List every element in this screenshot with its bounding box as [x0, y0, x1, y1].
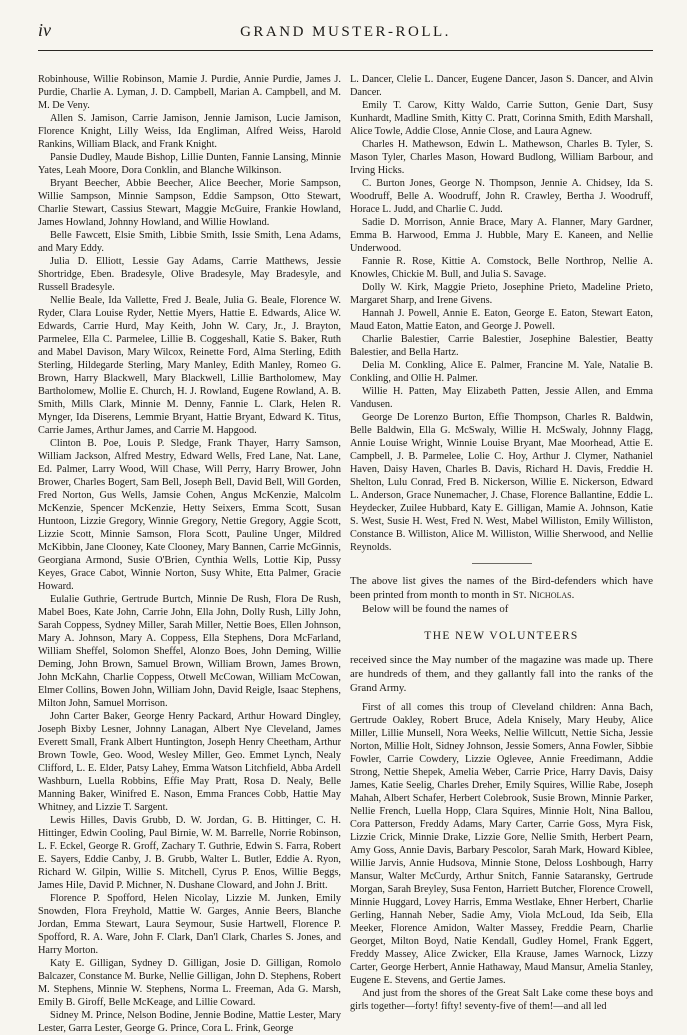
- page-number: iv: [38, 20, 51, 40]
- notice-period: .: [571, 589, 575, 601]
- section-title: THE NEW VOLUNTEERS: [424, 630, 579, 642]
- roll-paragraph: Clinton B. Poe, Louis P. Sledge, Frank Thayer, Harry Samson, William Jackson, Alfred Mestry, Edward Wells, Fred Lane, Nat. Lane, Ed. Palmer, Larry Wood, Will Chase, Will Perry, Harry Brower, John Brower, Charles Bogert, Sam Bell, Joseph Bell, David Bell, Will Gorden, Fred Norton, Gus Wells, Jamsie Cohen, Angus McKenzie, Malcolm McKenzie, Spencer McKenzie, Hetty Seixers, Emma Scott, Susan Huntoon, Lizzie Gregory, Winnie Gregory, Nettie Gregory, Aggie Scott, Lizzie Scott, Minnie Samson, Flora Scott, Pauline Unger, Mildred McKibbin, Jane Clooney, Kate Clooney, Mary Bannen, Carrie McGinnis, Georgiana Armond, Susie O'Brien, Cynthia Wells, Lottie Kip, Pussy Keyes, Grace Cabot, Winnie Norton, Susy White, Etta Palmer, Gracie Howard.: [38, 438, 341, 592]
- roll-paragraph: Charlie Balestier, Carrie Balestier, Josephine Balestier, Beatty Balestier, and Bella Hartz.: [350, 334, 653, 358]
- roll-paragraph: Hannah J. Powell, Annie E. Eaton, George E. Eaton, Stewart Eaton, Maud Eaton, Mattie Eaton, and George J. Powell.: [350, 308, 653, 332]
- roll-paragraph: Lewis Hilles, Davis Grubb, D. W. Jordan, G. B. Hittinger, C. H. Hittinger, Edwin Cooling, Paul Birnie, W. M. Barrelle, Norrie Robinson, L. F. Eckel, George R. Groff, Zachary T. Guthrie, Edwin S. Farra, Robert E. Sayers, Eddie Canby, J. B. Grubb, Walter L. Butler, Eddie A. Ryon, Richard W. Gilpin, Willie S. Mitchell, Cyrus P. Enos, Willie Beggs, James Hile, David P. Michner, N. Dushane Cloward, and John J. Britt.: [38, 815, 341, 891]
- roll-paragraph: Emily T. Carow, Kitty Waldo, Carrie Sutton, Genie Dart, Susy Kunhardt, Madline Smith, Kitty C. Pratt, Corinna Smith, Edith Marshall, Alice Towle, Addie Close, Annie Close, and Laura Agnew.: [350, 100, 653, 137]
- separator-rule: [472, 563, 532, 564]
- two-column-body: [38, 73, 653, 1035]
- roll-paragraph: Katy E. Gilligan, Sydney D. Gilligan, Josie D. Gilligan, Romolo Balcazer, Constance M. Burke, Nellie Gilligan, John D. Stephens, Robert M. Stephens, Minnie W. Stephens, Norma L. Freeman, Ada G. Marsh, Emily B. Giroff, Belle McKeage, and Lillie Coward.: [38, 958, 341, 1008]
- roll-paragraph: Belle Fawcett, Elsie Smith, Libbie Smith, Issie Smith, Lena Adams, and Mary Eddy.: [38, 230, 341, 254]
- roll-paragraph: Sidney M. Prince, Nelson Bodine, Jennie Bodine, Mattie Lester, Mary Lester, Garra Lester, George G. Prince, Cora L. Frink, George: [38, 1010, 341, 1034]
- roll-paragraph: Pansie Dudley, Maude Bishop, Lillie Dunten, Fannie Lansing, Minnie Yates, Leah Moore, Dora Conklin, and Blanche Wilkinson.: [38, 152, 341, 176]
- closing-paragraph: And just from the shores of the Great Salt Lake come these boys and girls together—forty! fifty! seventy-five of them!—and all led: [350, 988, 653, 1012]
- roll-paragraph: Florence P. Spofford, Helen Nicolay, Lizzie M. Junken, Emily Snowden, Flora Freyhold, Mattie W. Garges, Annie Beers, Blanche Jordan, Emma Stewart, Laura Seymour, Susie Hartwell, Florence P. Spofford, R. A. Ware, John F. Clark, Dan'l Clark, Charles S. Jones, and Harry Morton.: [38, 893, 341, 956]
- roll-paragraph: Delia M. Conkling, Alice E. Palmer, Francine M. Yale, Natalie B. Conkling, and Ollie H. Palmer.: [350, 360, 653, 384]
- right-column: [350, 73, 653, 1035]
- roll-paragraph: Sadie D. Morrison, Annie Brace, Mary A. Flanner, Mary Gardner, Emma B. Harwood, Emma J. Hubble, Mary E. Kaneen, and Nellie Underwood.: [350, 217, 653, 254]
- roll-paragraph: Julia D. Elliott, Lessie Gay Adams, Carrie Matthews, Jessie Shortridge, Eben. Bradesyle, Olive Bradesyle, May Bradesyle, and Russell Bradesyle.: [38, 256, 341, 293]
- roll-paragraph: George De Lorenzo Burton, Effie Thompson, Charles R. Baldwin, Belle Baldwin, Ella G. McSwaly, Willie H. McSwaly, Johnny Flagg, Annie Louise Wright, Winnie Louise Bryant, Mae Moorhead, Attie E. Campbell, J. B. Parmelee, Lolie C. Hoy, Arthur J. Clymer, Nathaniel Haven, Daisy Haven, Charles B. Davis, Richard H. Davis, Freddie H. Shelton, Lulu Conrad, Fred B. Nickerson, Willie E. Nickerson, Edward L. Anderson, Grace Nunemacher, J. Chase, Florence Ballantine, Eddie L. Heydecker, Zuilee Hubbard, Katy E. Gilligan, Mamie A. Johnson, Katie S. West, Susie H. West, Fred N. West, Mabel Williston, Emily Williston, Constance B. Williston, Alice M. Williston, Willie Sherwood, and Nellie Reynolds.: [350, 412, 653, 553]
- running-title: GRAND MUSTER-ROLL.: [240, 24, 451, 40]
- roll-paragraph: L. Dancer, Clelie L. Dancer, Eugene Dancer, Jason S. Dancer, and Alvin Dancer.: [350, 74, 653, 98]
- notice-text: The above list gives the names of the Bird-defenders which have been printed from month to month in: [350, 575, 653, 601]
- roll-paragraph: Bryant Beecher, Abbie Beecher, Alice Beecher, Morie Sampson, Willie Sampson, Minnie Sampson, Eddie Sampson, Otto Stewart, Charlie Stewart, Cassius Stewart, Maggie McGuire, Frankie Howland, James Howland, Johnny Howland, and Willie Howland.: [38, 178, 341, 228]
- page-header: [38, 20, 653, 51]
- magazine-name: St. Nicholas: [512, 589, 572, 601]
- roll-paragraph: John Carter Baker, George Henry Packard, Arthur Howard Dingley, Joseph Bixby Lesner, Johnny Lanagan, Albert Nye Cleveland, James Everett Small, Frank Albert Huntington, Joseph Henry Cheetham, Arthur Brown Towle, Geo. Wood, Wesley Miller, Geo. Emmet Lynch, Nealy Clifford, L. E. Elder, Patsy Lahey, Emma Watson Litchfield, Abba Ardell Washburn, Luella Robbins, Effie May Pratt, Rosa D. Nealy, Belle Manning Baker, Winifred E. Nason, Emma Frances Cobb, Hattie May Whitney, and Lizzie T. Sargent.: [38, 711, 341, 813]
- notice-paragraph: [350, 574, 653, 602]
- right-column-list: [350, 73, 653, 554]
- roll-paragraph: C. Burton Jones, George N. Thompson, Jennie A. Chidsey, Ida S. Woodruff, Belle A. Woodruff, John R. Crawley, Bertha J. Woodruff, Horace L. Judd, and Charlie C. Judd.: [350, 178, 653, 215]
- roll-paragraph: Fannie R. Rose, Kittie A. Comstock, Belle Northrop, Nellie A. Knowles, Chickie M. Bull, and Julia S. Savage.: [350, 256, 653, 280]
- roll-paragraph: Charles H. Mathewson, Edwin L. Mathewson, Charles B. Tyler, S. Mason Tyler, Charles Mason, Howard Budlong, William Barbour, and Irving Hicks.: [350, 139, 653, 176]
- notice-below: Below will be found the names of: [362, 603, 509, 615]
- volunteers-paragraph: First of all comes this troup of Cleveland children: Anna Bach, Gertrude Oakley, Robert Bruce, Adela Knisely, Mary Heuby, Alice Miller, Lillie Munsell, Nora Weeks, Nellie Willcutt, Nettie Sicha, Jessie Norton, Millie Holt, Sidney Johnson, Jessie Somers, Anna Fowler, Sibbie Fowler, Carrie Cowdery, Lizzie Oglevee, Annie Freedimann, Addie Strong, Nettie Shepek, Amelia Weber, Carrie Price, Harry Davis, Daisy James, Katie Seelig, Charles Dreher, Emily Squires, Willie Rabe, Joseph Mahah, Albert Schafer, Herbert Colebrook, Susie Brown, Minnie Parker, Nellie French, Luella Hopp, Clara Squires, Minnie Holt, Nina Ballou, Cora Patterson, Freddy Adams, Mary Carter, Carrie Goss, Myra Fisk, Lizzie Crick, Minnie Drake, Lizzie Gore, Nellie Smith, Herbert Pearn, Amy Goss, Annie Davis, Barbary Pescolor, Sarah Mark, Howard Kiblee, Willie Jarvis, Annie Hudsova, Minnie Stone, Deloss Loshbough, Harry Mansur, Walter McCurdy, Arthur Snitch, Fannie Sataransky, Gertrude Morgan, Sarah Breyley, Susa Fenton, Harriett Butcher, Florence Crowell, Minnie Huggard, Lovey Harris, Emma Westlake, Ehner Herbert, Charlie Gerling, Hannah Neber, Sadie Amy, Viola McLoud, Ida Seib, Ella Meeker, Florence Amidon, Walter Massey, Freddie Pearn, Charlie Georget, Milton Boyd, Natie Kendall, Gudley Homel, Frank Eggert, Freddy Massey, Alice Zwicker, Ella Krause, James Warnock, Lizzy Carter, George Herbert, Annie Hathaway, Maud Mansur, Amelia Stanley, Eugene E. Stevens, and Gertie James.: [350, 702, 653, 986]
- section-intro: received since the May number of the magazine was made up. There are hundreds of them, and they gallantly fall into the ranks of the Grand Army.: [350, 654, 653, 694]
- roll-paragraph: Willie H. Patten, May Elizabeth Patten, Jessie Allen, and Emma Vandusen.: [350, 386, 653, 410]
- roll-paragraph: Nellie Beale, Ida Vallette, Fred J. Beale, Julia G. Beale, Florence W. Ryder, Clara Louise Ryder, Nettie Myers, Hattie E. Edwards, Alice W. Edwards, Carrie Hurd, May Keith, John W. Cary, Jr., J. Brayton, Parmelee, Ella C. Parmelee, Lillie B. Coggeshall, Katie S. Baker, Ruth and Mabel Davison, Mary Wilcox, Reinette Ford, Alma Sterling, Edith Sterling, Hildegarde Sterling, Mary Manley, Edith Manley, Romeo G. Brown, Harry Blackwell, Mary Blackwell, Lillie Bartholomew, May Bartholomew, Mollie E. Church, H. J. Rowland, Eugene Rowland, A. B. Smith, Mills Clark, Minnie M. Denny, Fannie L. Clark, Helen R. Mynger, Ida Diserens, Lemmie Bryant, Hattie Bryant, Edward K. Titus, Carrie James, Arthur James, and Carrie M. Hapgood.: [38, 295, 341, 436]
- roll-paragraph: Robinhouse, Willie Robinson, Mamie J. Purdie, Annie Purdie, James J. Purdie, Charlie A. Lyman, J. D. Campbell, Marian A. Campbell, and M. M. De Veny.: [38, 74, 341, 111]
- roll-paragraph: Allen S. Jamison, Carrie Jamison, Jennie Jamison, Lucie Jamison, Florence Knight, Lilly Weiss, Ida Engliman, Alfred Weiss, Harold Rankins, William Black, and Frank Knight.: [38, 113, 341, 150]
- roll-paragraph: Dolly W. Kirk, Maggie Prieto, Josephine Prieto, Madeline Prieto, Margaret Sharp, and Irene Givens.: [350, 282, 653, 306]
- left-column: [38, 73, 341, 1035]
- roll-paragraph: Eulalie Guthrie, Gertrude Burtch, Minnie De Rush, Flora De Rush, Mabel Boes, Kate John, Carrie John, Ella John, Dolly Rush, Lilly John, Sarah Coppess, Sydney Miller, Sarah Miller, Nettie Boes, Ellen Johnson, Mary A. Johnson, Mary A. Coppess, Ella Stephens, Dora McFarland, William Sheffel, Solomon Sheffel, Alonzo Boes, John Deming, Willie Deming, John Brown, Samuel Brown, William Brown, James Brown, John McKahn, Charlie Coppess, Otwell McCowan, William McCowan, Elmer Collins, Bowen John, William John, David Reigle, Isaac Stephens, Milton John, Samuel Morrison.: [38, 594, 341, 709]
